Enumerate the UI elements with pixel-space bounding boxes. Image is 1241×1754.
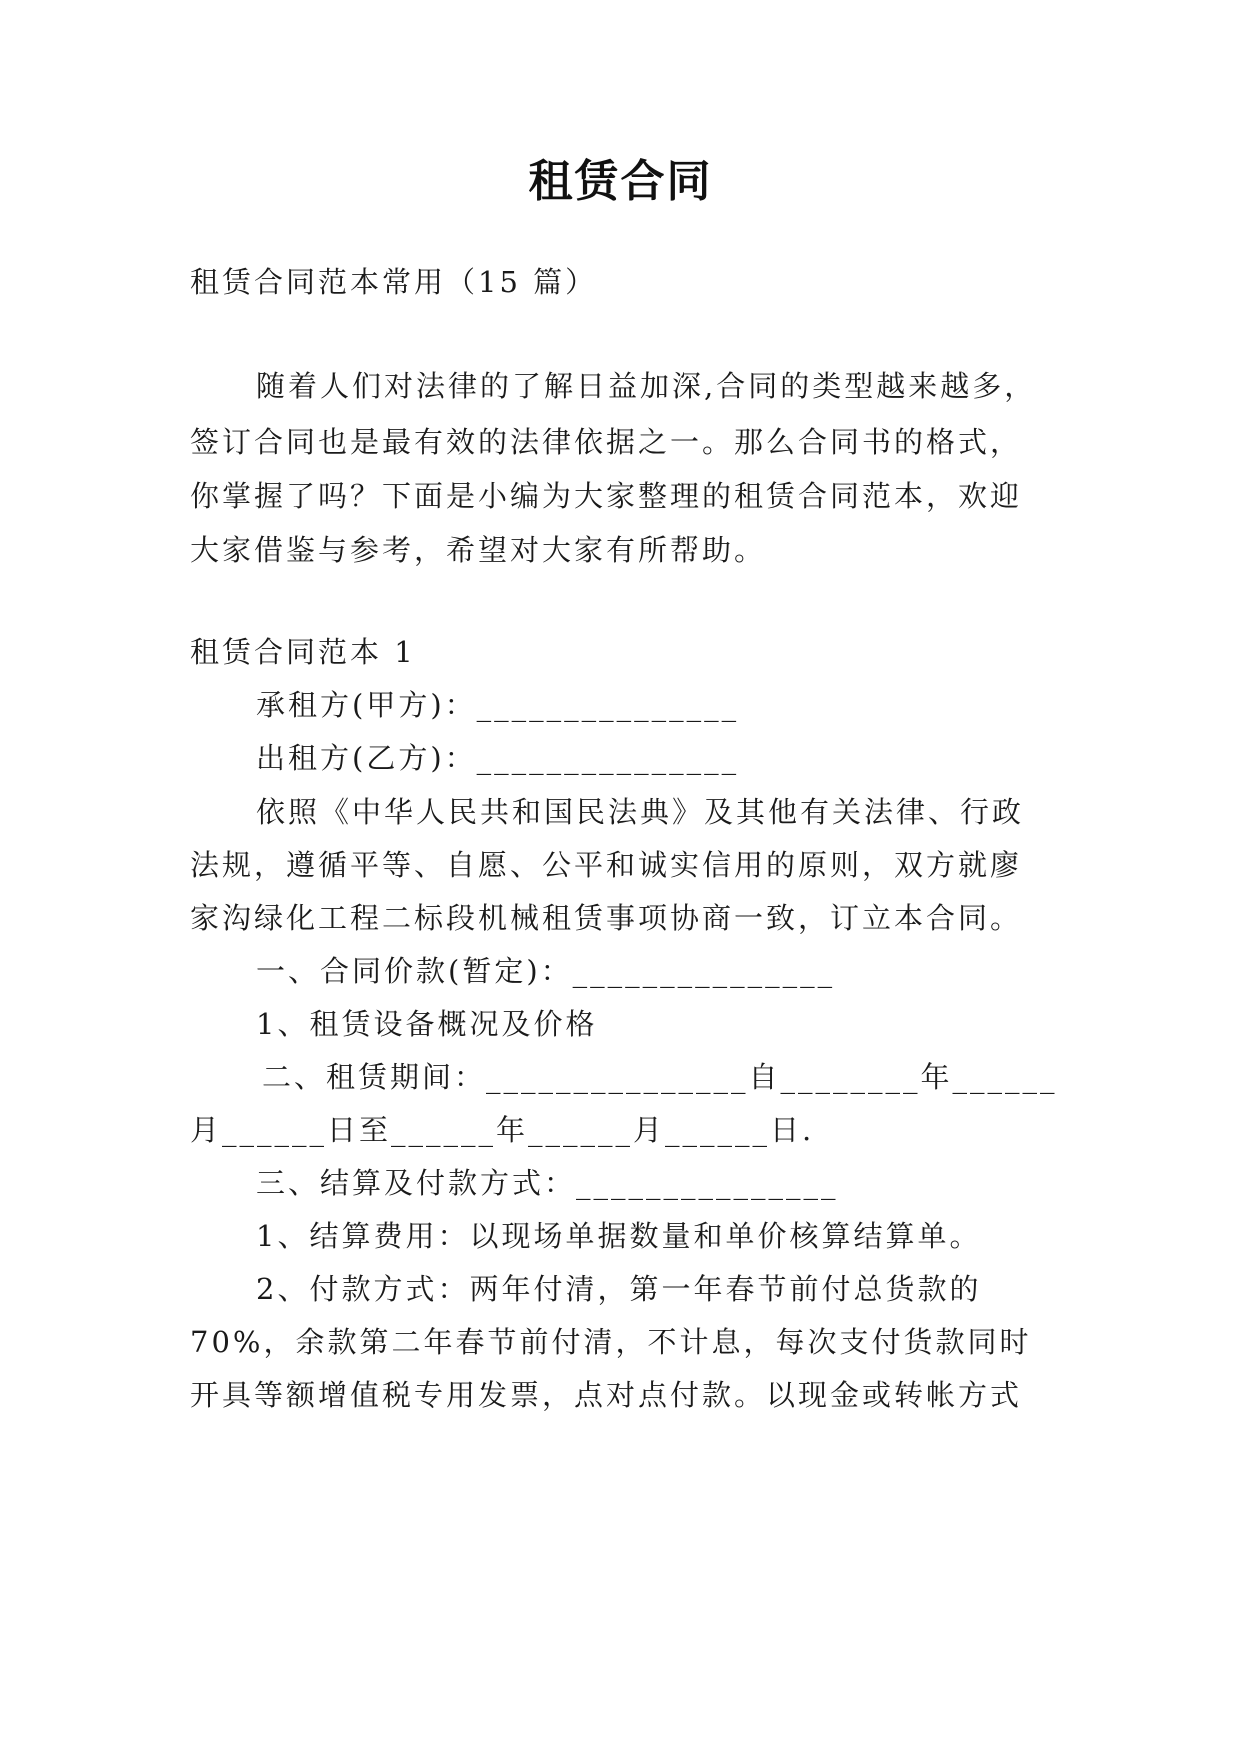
clause-item: 1、租赁设备概况及价格 [256, 1007, 598, 1041]
lessee-line: 承租方(甲方)：_______________ [256, 688, 740, 722]
intro-line-1: 随着人们对法律的了解日益加深,合同的类型越来越多， [256, 369, 1037, 403]
paragraph-line: 依照《中华人民共和国民法典》及其他有关法律、行政 [256, 795, 1025, 829]
intro-line-3: 你掌握了吗？下面是小编为大家整理的租赁合同范本，欢迎 [190, 479, 1023, 513]
clause-heading: 三、结算及付款方式：_______________ [256, 1166, 839, 1200]
section-heading: 租赁合同范本 1 [190, 635, 416, 669]
paragraph-line: 家沟绿化工程二标段机械租赁事项协商一致，订立本合同。 [190, 901, 1023, 935]
subtitle: 租赁合同范本常用（15 篇） [190, 265, 598, 299]
clause-item: 1、结算费用：以现场单据数量和单价核算结算单。 [256, 1219, 982, 1253]
clause-item: 2、付款方式：两年付清，第一年春节前付总货款的 [256, 1272, 982, 1306]
lessor-line: 出租方(乙方)：_______________ [256, 741, 740, 775]
intro-line-2: 签订合同也是最有效的法律依据之一。那么合同书的格式， [190, 425, 1023, 459]
paragraph-line: 开具等额增值税专用发票，点对点付款。以现金或转帐方式 [190, 1378, 1023, 1412]
clause-heading: 二、租赁期间：_______________自________年______ [262, 1060, 1058, 1094]
intro-line-4: 大家借鉴与参考，希望对大家有所帮助。 [190, 533, 767, 567]
clause-heading: 一、合同价款(暂定)：_______________ [256, 954, 836, 988]
paragraph-line: 月______日至______年______月______日. [190, 1113, 815, 1147]
page-title: 租赁合同 [528, 156, 713, 207]
paragraph-line: 法规，遵循平等、自愿、公平和诚实信用的原则，双方就廖 [190, 848, 1023, 882]
paragraph-line: 70%，余款第二年春节前付清，不计息，每次支付货款同时 [190, 1325, 1032, 1359]
